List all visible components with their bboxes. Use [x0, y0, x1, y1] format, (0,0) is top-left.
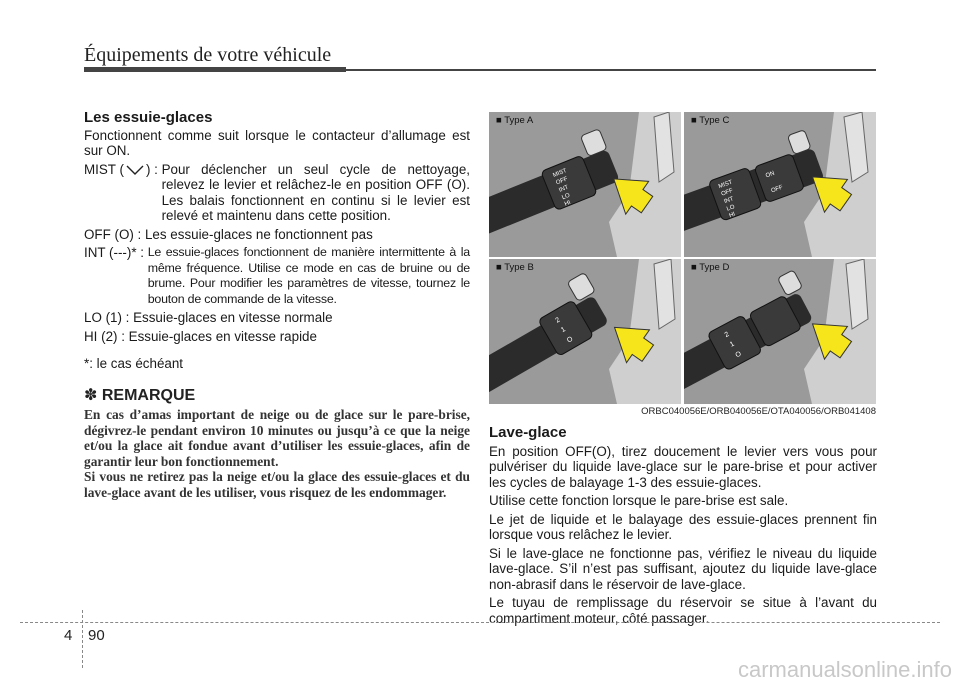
svg-text:MIST: MIST [717, 179, 734, 191]
mist-term: MIST ( ) : [84, 161, 158, 177]
wipers-intro: Fonctionnent comme suit lorsque le contacteur d’allumage est sur ON. [84, 127, 470, 158]
washer-heading: Lave-glace [489, 424, 567, 441]
svg-text:OFF: OFF [720, 187, 734, 198]
hi-definition: HI (2) : Essuie-glaces en vitesse rapide [84, 328, 317, 344]
note-heading: ✽ REMARQUE [84, 386, 196, 404]
wiper-switch-figure [489, 112, 876, 404]
svg-text:HI: HI [728, 211, 737, 220]
type-b-illustration [489, 259, 681, 404]
figure-caption: ORBC040056E/ORB040056E/OTA040056/ORB041408 [641, 406, 876, 417]
svg-text:LO: LO [726, 204, 736, 213]
panel-type-b [489, 259, 681, 404]
page-number: 90 [88, 627, 105, 644]
chapter-number: 4 [64, 627, 73, 644]
off-definition: OFF (O) : Les essuie-glaces ne fonctionnent pas [84, 226, 373, 242]
svg-text:INT: INT [558, 184, 570, 194]
svg-text:HI: HI [563, 199, 572, 208]
svg-text:OFF: OFF [770, 184, 784, 195]
svg-text:2: 2 [723, 330, 731, 339]
type-c-illustration [684, 112, 876, 257]
svg-text:INT: INT [723, 196, 735, 206]
wipers-heading: Les essuie-glaces [84, 109, 213, 126]
footnote: *: le cas échéant [84, 356, 184, 371]
type-d-illustration [684, 259, 876, 404]
note-paragraph-2: Si vous ne retirez pas la neige et/ou la glace des essuie-glaces et du lave-glace avant de les utiliser, vous risquez de les endommager. [84, 469, 470, 500]
note-body [84, 407, 470, 501]
header-rule-thick [84, 67, 346, 72]
footer-divider [82, 610, 83, 668]
svg-text:1: 1 [728, 340, 736, 349]
watermark: carmanualsonline.info [737, 657, 952, 682]
int-term: INT (---)* : [84, 245, 144, 260]
washer-paragraph-5: Le tuyau de remplissage du réservoir se situe à l’avant du compartiment moteur, côté passager. [489, 595, 877, 626]
panel-label-type-c: ■ Type C [691, 115, 730, 126]
panel-type-a [489, 112, 681, 257]
svg-text:LO: LO [561, 192, 571, 202]
svg-text:OFF: OFF [555, 176, 569, 187]
right-column [489, 425, 877, 629]
type-a-illustration [489, 112, 681, 257]
svg-text:MIST: MIST [552, 168, 568, 179]
mist-definition [84, 162, 470, 224]
washer-paragraph-1: En position OFF(O), tirez doucement le levier vers vous pour pulvériser du liquide lave-glace sur le pare-brise et pour activer les cycles de balayage 1-3 des essuie-glaces. [489, 443, 877, 490]
footer-rule [20, 622, 940, 623]
svg-text:2: 2 [554, 316, 562, 325]
washer-paragraph-4: Si le lave-glace ne fonctionne pas, vérifiez le niveau du liquide lave-glace. S’il n’est pas suffisant, ajoutez du liquide lave-glace non-abrasif dans le réservoir de lave-glace. [489, 545, 877, 592]
page-header-title: Équipements de votre véhicule [84, 44, 332, 66]
mist-description: Pour déclencher un seul cycle de nettoyage, relevez le levier et relâchez-le en position OFF (O). Les balais fonctionnent en continu si le levier est relevé et maintenu dans cette position. [161, 161, 470, 223]
panel-label-type-b: ■ Type B [496, 262, 534, 273]
left-column [84, 110, 470, 501]
note-paragraph-1: En cas d’amas important de neige ou de glace sur le pare-brise, dégivrez-le pendant environ 10 minutes ou jusqu’à ce que la neige et/ou la glace ait fondue avant d’utiliser les essuie-glaces, afin de garantir leur bon fonctionnement. [84, 407, 470, 469]
washer-paragraph-3: Le jet de liquide et le balayage des essuie-glaces prennent fin lorsque vous relâchez le levier. [489, 511, 877, 542]
svg-text:O: O [565, 335, 575, 345]
header-rule-thin [346, 69, 876, 71]
svg-text:1: 1 [559, 326, 567, 335]
int-definition [84, 245, 470, 307]
panel-type-d [684, 259, 876, 404]
panel-label-type-d: ■ Type D [691, 262, 730, 273]
panel-type-c [684, 112, 876, 257]
int-description: Le essuie-glaces fonctionnent de manière intermittente à la même fréquence. Utilise ce mode en cas de bruine ou de brume. Pour modifier les paramètres de vitesse, tournez le bouton de commande de la vitesse. [147, 245, 470, 306]
washer-paragraph-2: Utilise cette fonction lorsque le pare-brise est sale. [489, 493, 789, 508]
mist-chevron-icon [124, 165, 146, 175]
lo-definition: LO (1) : Essuie-glaces en vitesse normale [84, 310, 333, 325]
svg-text:ON: ON [765, 170, 776, 180]
svg-text:O: O [734, 350, 743, 360]
panel-label-type-a: ■ Type A [496, 115, 534, 126]
